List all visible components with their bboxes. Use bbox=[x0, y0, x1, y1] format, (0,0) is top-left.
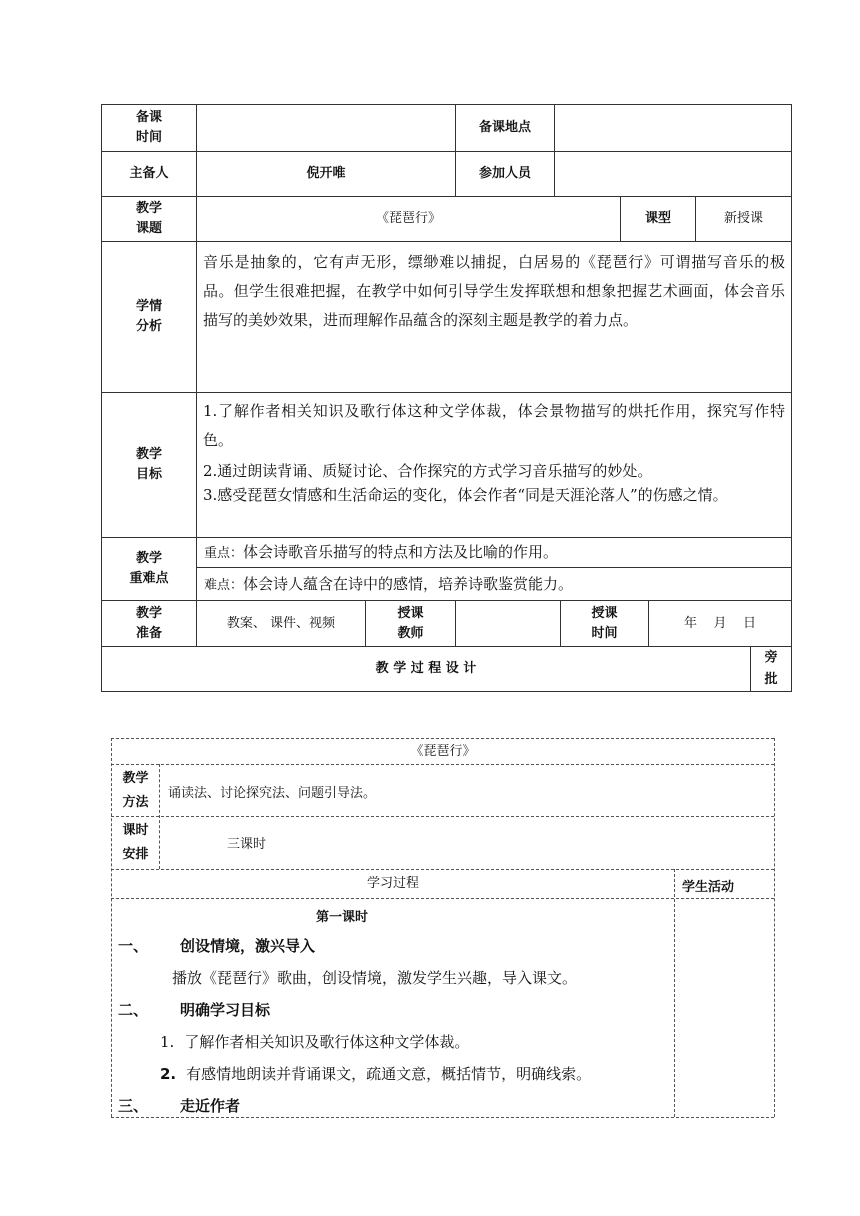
section-2-heading bbox=[118, 999, 270, 1021]
side-notes-label: 旁 批 bbox=[764, 650, 778, 687]
schedule-value: 三课时 bbox=[227, 837, 267, 852]
prep-value: 教案、 课件、视频 bbox=[226, 615, 336, 631]
keypoints-label: 教学 重难点 bbox=[129, 551, 169, 586]
section-3-number: 三、 bbox=[118, 1097, 149, 1115]
goals-label: 教学 目标 bbox=[135, 447, 162, 482]
section-1-heading bbox=[118, 935, 315, 957]
method-value: 诵读法、讨论探究法、问题引导法。 bbox=[168, 786, 377, 801]
goal-2 bbox=[160, 1063, 591, 1085]
goal-2-text: 有感情地朗读并背诵课文，疏通文意，概括情节，明确线索。 bbox=[186, 1065, 592, 1083]
key-point bbox=[204, 541, 558, 565]
goal-1-number: 1. bbox=[160, 1033, 175, 1051]
goal-item-2: 2.通过朗读背诵、质疑讨论、合作探究的方式学习音乐描写的妙处。 bbox=[203, 462, 653, 480]
student-activity-header: 学生活动 bbox=[682, 880, 735, 895]
section-2-title: 明确学习目标 bbox=[180, 1001, 271, 1019]
section-1-text: 播放《琵琶行》歌曲，创设情境，激发学生兴趣，导入课文。 bbox=[172, 969, 578, 987]
method-label: 教学 方法 bbox=[122, 770, 149, 810]
difficult-point bbox=[204, 573, 573, 597]
prep-place-label: 备课地点 bbox=[478, 120, 531, 135]
participants-value bbox=[555, 152, 791, 196]
goal-1-text: 了解作者相关知识及歌行体这种文学体裁。 bbox=[184, 1033, 470, 1051]
process-design-label: 教 学 过 程 设 计 bbox=[375, 661, 477, 676]
key-prefix: 重点： bbox=[204, 546, 244, 561]
section-3-heading bbox=[118, 1095, 240, 1117]
lesson-type-label: 课型 bbox=[644, 211, 671, 226]
analysis-text: 音乐是抽象的，它有声无形，缥缈难以捕捉，白居易的《琵琶行》可谓描写音乐的极品。但学生很难把握，在教学中如何引导学生发挥联想和想象把握艺术画面，体会音乐描写的美妙效果，进而理解作品蕴含的深刻主题是教学的着力点。 bbox=[203, 253, 785, 329]
section-1-number: 一、 bbox=[118, 937, 149, 955]
goal-1 bbox=[160, 1031, 469, 1053]
prep-time-value bbox=[197, 105, 455, 151]
key-text: 体会诗歌音乐描写的特点和方法及比喻的作用。 bbox=[243, 543, 559, 561]
prep-label: 教学 准备 bbox=[135, 605, 162, 641]
lead-teacher-label: 主备人 bbox=[129, 166, 169, 181]
difficult-prefix: 难点： bbox=[204, 578, 244, 593]
lesson-type-value: 新授课 bbox=[723, 211, 763, 226]
topic-value: 《琵琶行》 bbox=[375, 211, 441, 226]
process-header: 学习过程 bbox=[366, 876, 419, 891]
goal-item-3: 3.感受琵琶女情感和生活命运的变化，体会作者“同是天涯沦落人”的伤感之情。 bbox=[203, 486, 728, 504]
section-2-number: 二、 bbox=[118, 1001, 149, 1019]
prep-time-label: 备课 时间 bbox=[135, 110, 162, 145]
lead-teacher-value: 倪开唯 bbox=[306, 166, 346, 181]
teacher-label: 授课 教师 bbox=[397, 605, 424, 641]
participants-label: 参加人员 bbox=[478, 166, 531, 181]
class-time-label: 授课 时间 bbox=[591, 605, 618, 641]
goal-item-1: 1.了解作者相关知识及歌行体这种文学体裁，体会景物描写的烘托作用，探究写作特色。 bbox=[203, 402, 785, 449]
goals-list bbox=[203, 397, 785, 506]
goal-2-number: 2. bbox=[160, 1065, 177, 1083]
difficult-text: 体会诗人蕴含在诗中的感情，培养诗歌鉴赏能力。 bbox=[243, 575, 574, 593]
topic-label: 教学 课题 bbox=[135, 201, 162, 236]
analysis-label: 学情 分析 bbox=[135, 299, 162, 334]
prep-place-value bbox=[555, 105, 791, 151]
table2-title: 《琵琶行》 bbox=[410, 743, 476, 759]
section-3-title: 走近作者 bbox=[180, 1097, 241, 1115]
date-value: 年 月 日 bbox=[683, 615, 757, 631]
teacher-value bbox=[456, 601, 560, 646]
schedule-label: 课时 安排 bbox=[122, 823, 149, 862]
lesson-1-title: 第一课时 bbox=[316, 910, 369, 925]
section-1-title: 创设情境，激兴导入 bbox=[180, 937, 316, 955]
